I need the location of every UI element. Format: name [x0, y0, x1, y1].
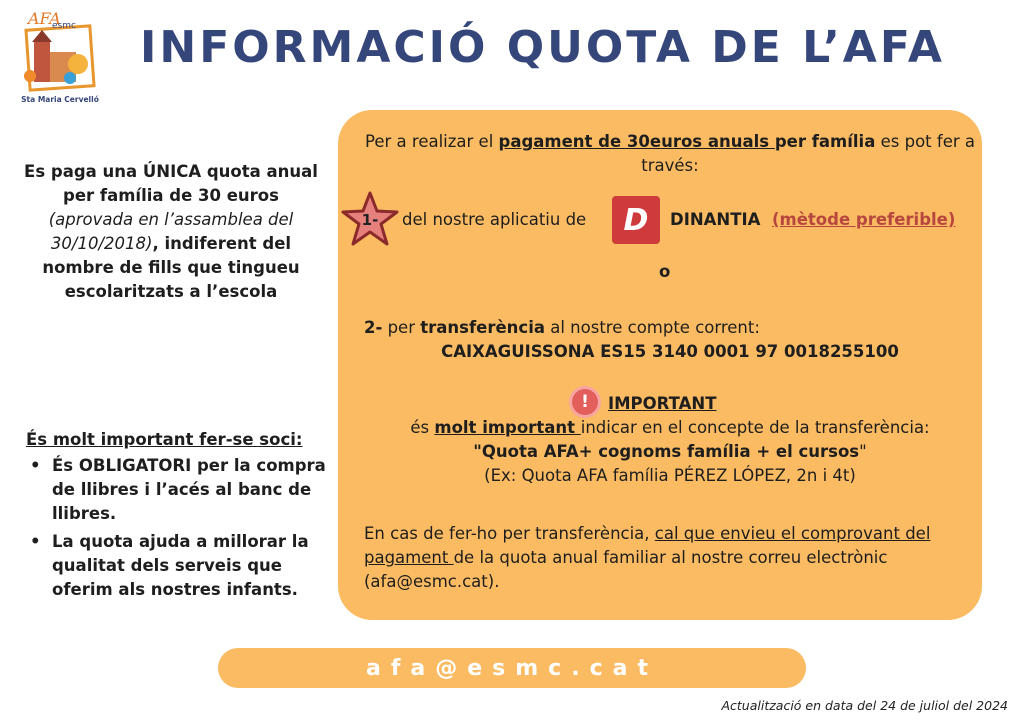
preferred-method-label: (mètode preferible): [772, 210, 956, 229]
option2-text-c: al nostre compte corrent:: [545, 318, 760, 337]
or-separator: o: [659, 262, 671, 281]
intro-bold-end: , indiferent del nombre de fills que tingueu escolaritzats a l’escola: [42, 234, 300, 301]
bank-account: CAIXAGUISSONA ES15 3140 0001 97 0018255100: [441, 342, 899, 361]
soci-heading: És molt important fer-se soci:: [26, 430, 303, 449]
soci-list: [26, 454, 326, 602]
option1-number: 1-: [361, 211, 379, 229]
warning-icon: !: [572, 389, 598, 415]
email-address[interactable]: afa@esmc.cat: [365, 655, 658, 681]
list-item: [26, 530, 326, 602]
important-details: [360, 416, 980, 488]
concept-end: ": [859, 442, 867, 461]
note-text-b: cal que envieu el comprovant del pagament: [364, 524, 931, 567]
bullet-icon: •: [30, 456, 41, 475]
important-text-a: és: [410, 418, 435, 437]
option2-text: [364, 316, 760, 340]
bullet-text: És OBLIGATORI per la compra de llibres i l’acés al banc de llibres.: [52, 456, 326, 523]
option1-text: del nostre aplicatiu de: [402, 210, 587, 229]
logo-caption: Sta Maria Cervelló: [21, 95, 99, 104]
page-title: INFORMACIÓ QUOTA DE L’AFA: [140, 22, 945, 73]
note-text-a: En cas de fer-ho per transferència,: [364, 524, 655, 543]
concept-line: [360, 440, 980, 464]
intro-text: Per a realizar el: [365, 132, 499, 151]
intro-italic: (aprovada en l’assamblea del 30/10/2018): [48, 210, 294, 253]
update-date: Actualització en data del 24 de juliol del 2024: [721, 698, 1008, 713]
dinantia-name: DINANTIA: [670, 210, 761, 229]
soci-section: [26, 428, 326, 606]
option2-transfer: transferència: [420, 318, 545, 337]
dinantia-logo-icon: [612, 196, 660, 244]
afa-logo: [10, 6, 110, 106]
important-text-c: indicar en el concepte de la transferència:: [580, 418, 930, 437]
example-line: (Ex: Quota AFA família PÉREZ LÓPEZ, 2n i 4t): [484, 466, 856, 485]
option2-number: 2-: [364, 318, 383, 337]
important-text-b: molt important: [434, 418, 581, 437]
intro-family: per família: [774, 132, 876, 151]
important-line: [360, 416, 980, 440]
option2-text-a: per: [382, 318, 421, 337]
intro-end: es pot fer a través:: [641, 132, 975, 175]
email-bar: [218, 648, 806, 688]
dinantia-logo-letter: D: [623, 202, 649, 238]
quota-intro: [24, 160, 318, 304]
important-title: IMPORTANT: [608, 394, 717, 413]
note-text-c: de la quota anual familiar al nostre correu electrònic (afa@esmc.cat).: [364, 548, 888, 591]
bullet-icon: •: [30, 532, 41, 551]
concept-text: "Quota AFA+ cognoms família + el cursos: [473, 442, 860, 461]
bullet-text: La quota ajuda a millorar la qualitat dels serveis que oferim als nostres infants.: [52, 532, 309, 599]
logo-esmc-text: esmc: [52, 21, 76, 31]
intro-amount: pagament de 30euros anuals: [498, 132, 775, 151]
transfer-note: [364, 522, 974, 594]
logo-afa-text: AFA: [28, 9, 61, 28]
intro-bold: Es paga una ÚNICA quota anual per família de 30 euros: [24, 162, 318, 205]
list-item: [26, 454, 326, 526]
payment-intro: [360, 130, 980, 178]
